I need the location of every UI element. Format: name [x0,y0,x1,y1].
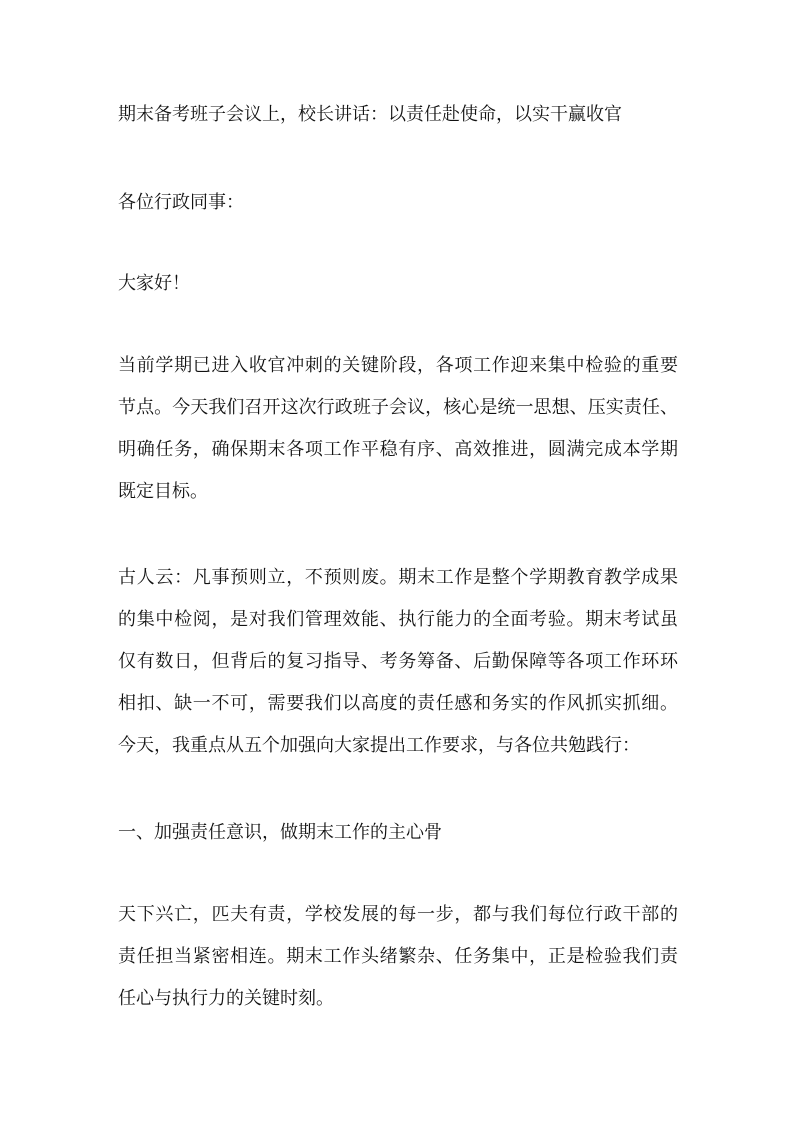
paragraph-line: 责任担当紧密相连。期末工作头绪繁杂、任务集中，正是检验我们责 [118,946,678,967]
paragraph-line: 今天，我重点从五个加强向大家提出工作要求，与各位共勉践行： [118,735,640,756]
paragraph-line: 古人云：凡事预则立，不预则废。期末工作是整个学期教育教学成果 [118,567,678,588]
document-title: 期末备考班子会议上，校长讲话：以责任赴使命，以实干赢收官 [118,104,622,125]
paragraph-line: 任心与执行力的关键时刻。 [118,988,334,1009]
paragraph-line: 明确任务，确保期末各项工作平稳有序、高效推进，圆满完成本学期 [118,439,678,460]
paragraph-line: 节点。今天我们召开这次行政班子会议，核心是统一思想、压实责任、 [118,397,678,418]
paragraph-line: 仅有数日，但背后的复习指导、考务筹备、后勤保障等各项工作环环 [118,651,678,672]
paragraph-line: 的集中检阅，是对我们管理效能、执行能力的全面考验。期末考试虽 [118,609,678,630]
paragraph-line: 当前学期已进入收官冲刺的关键阶段，各项工作迎来集中检验的重要 [118,355,678,376]
salutation: 各位行政同事： [118,192,244,213]
paragraph-line: 相扣、缺一不可，需要我们以高度的责任感和务实的作风抓实抓细。 [118,693,678,714]
paragraph-line: 既定目标。 [118,481,208,502]
greeting: 大家好！ [118,273,190,294]
paragraph-line: 天下兴亡，匹夫有责，学校发展的每一步，都与我们每位行政干部的 [118,904,678,925]
section-heading: 一、加强责任意识，做期末工作的主心骨 [118,822,442,843]
